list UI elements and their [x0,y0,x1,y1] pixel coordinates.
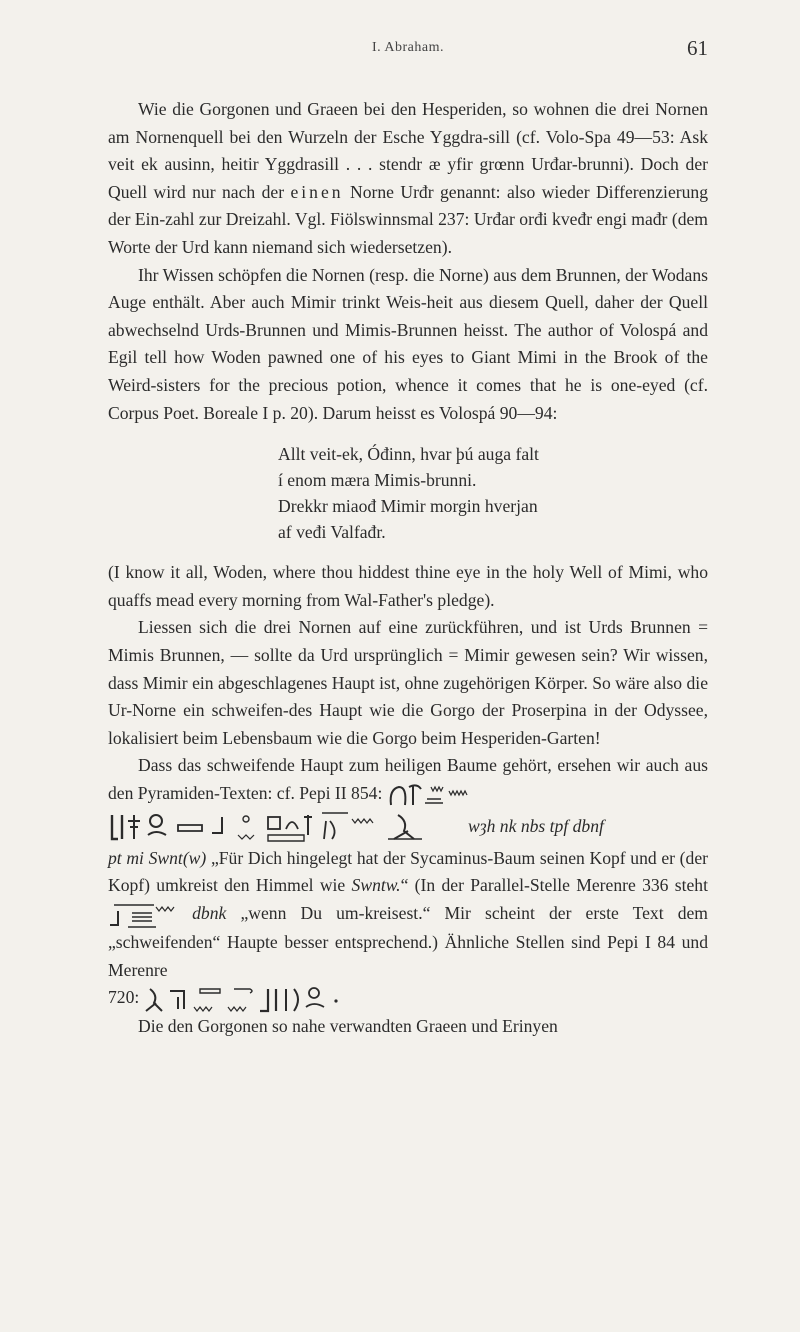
paragraph-2: Ihr Wissen schöpfen die Nornen (resp. die Norne) aus dem Brunnen, der Wodans Auge enthält. Aber auch Mimir trinkt Weis-heit aus diesem Quell, daher der Quell abwechselnd Urds-Brunnen und Mimis-Brunnen heisst. The author of Volospá and Egil tell how Woden pawned one of his eyes to Giant Mimi in the Brook of the Weird-sisters for the precious potion, whence it comes that he is one-eyed (cf. Corpus Poet. Boreale I p. 20). Darum heisst es Volospá 90—94: [108,264,708,423]
hieroglyph-line [108,811,708,845]
paragraph-5: Dass das schweifende Haupt zum heiligen Baume gehört, ersehen wir auch aus den Pyramiden-Texten: cf. Pepi II 854: [108,752,708,809]
verse-line: Drekkr miaođ Mimir morgin hverjan [278,496,538,517]
hieroglyph-group-icon [108,901,178,929]
hieroglyph-group-icon [387,781,473,809]
verse-line: Allt veit-ek, Óđinn, hvar þú auga falt [278,444,539,465]
paragraph-6: Die den Gorgonen so nahe verwandten Graeen und Erinyen [138,1016,558,1037]
transliteration: dbnk [192,903,227,924]
paragraph-1: Wie die Gorgonen und Graeen bei den Hesperiden, so wohnen die drei Nornen am Nornenquell bei den Wurzeln der Esche Yggdra-sill (cf. Volo-Spa 49—53: Ask veit ek ausinn, heitir Yggdrasill . . . stendr æ yfir grœnn Urđar-brunni). Doch der Quell wird nur nach der einen Norne Urđr genannt: also wieder Differenzierung der Ein-zahl zur Dreizahl. Vgl. Fiölswinnsmal 237: Urđar orđi kveđr engi mađr (dem Worte der Urd kann niemand sich wiedersetzen). [108,99,708,257]
page-number: 61 [687,36,708,60]
verse-line: af veđi Valfađr. [278,522,386,543]
emphasis-einen: einen [290,181,344,202]
hieroglyph-group-icon [144,985,374,1013]
running-header-author: I. Abraham. [372,40,444,55]
page [108,0,708,1332]
hieroglyph-sequence-icon [108,811,463,845]
running-header [108,18,708,58]
paragraph-3-translation: (I know it all, Woden, where thou hiddest thine eye in the holy Well of Mimi, who quaffs mead every morning from Wal-Father's pledge). [108,562,708,610]
transliteration: wȝh nk nbs tpf dbnf [468,815,604,836]
paragraph-4: Liessen sich die drei Nornen auf eine zurückführen, und ist Urds Brunnen = Mimis Brunnen, — sollte da Urd ursprünglich = Mimir gewesen sein? Wir wissen, dass Mimir ein abgeschlagenes Haupt ist, ohne zugehörigen Körper. So wäre also die Ur-Norne ein schweifen-des Haupt wie die Gorgo der Proserpina in der Odyssee, lokalisiert beim Lebensbaum wie die Gorgo beim Hesperiden-Garten! [108,617,708,748]
body-text [108,96,708,1041]
transliteration: pt mi Swnt(w) [108,847,207,868]
verse-quote [278,441,708,545]
paragraph-5-cont: pt mi Swnt(w) „Für Dich hingelegt hat der Sycaminus-Baum seinen Kopf und er (der Kopf) umkreist den Himmel wie Swntw.“ (In der Parallel-Stelle Merenre 336 steht dbnk „wenn Du um-kreisest.“ Mir scheint der erste Text dem „schweifenden“ Haupte besser entsprechend.) Ähnliche Stellen sind Pepi I 84 und Merenre [108,847,709,980]
verse-line: í enom mæra Mimis-brunni. [278,470,477,491]
paragraph-5-tail: 720: [108,984,708,1013]
transliteration: Swntw. [351,875,401,896]
